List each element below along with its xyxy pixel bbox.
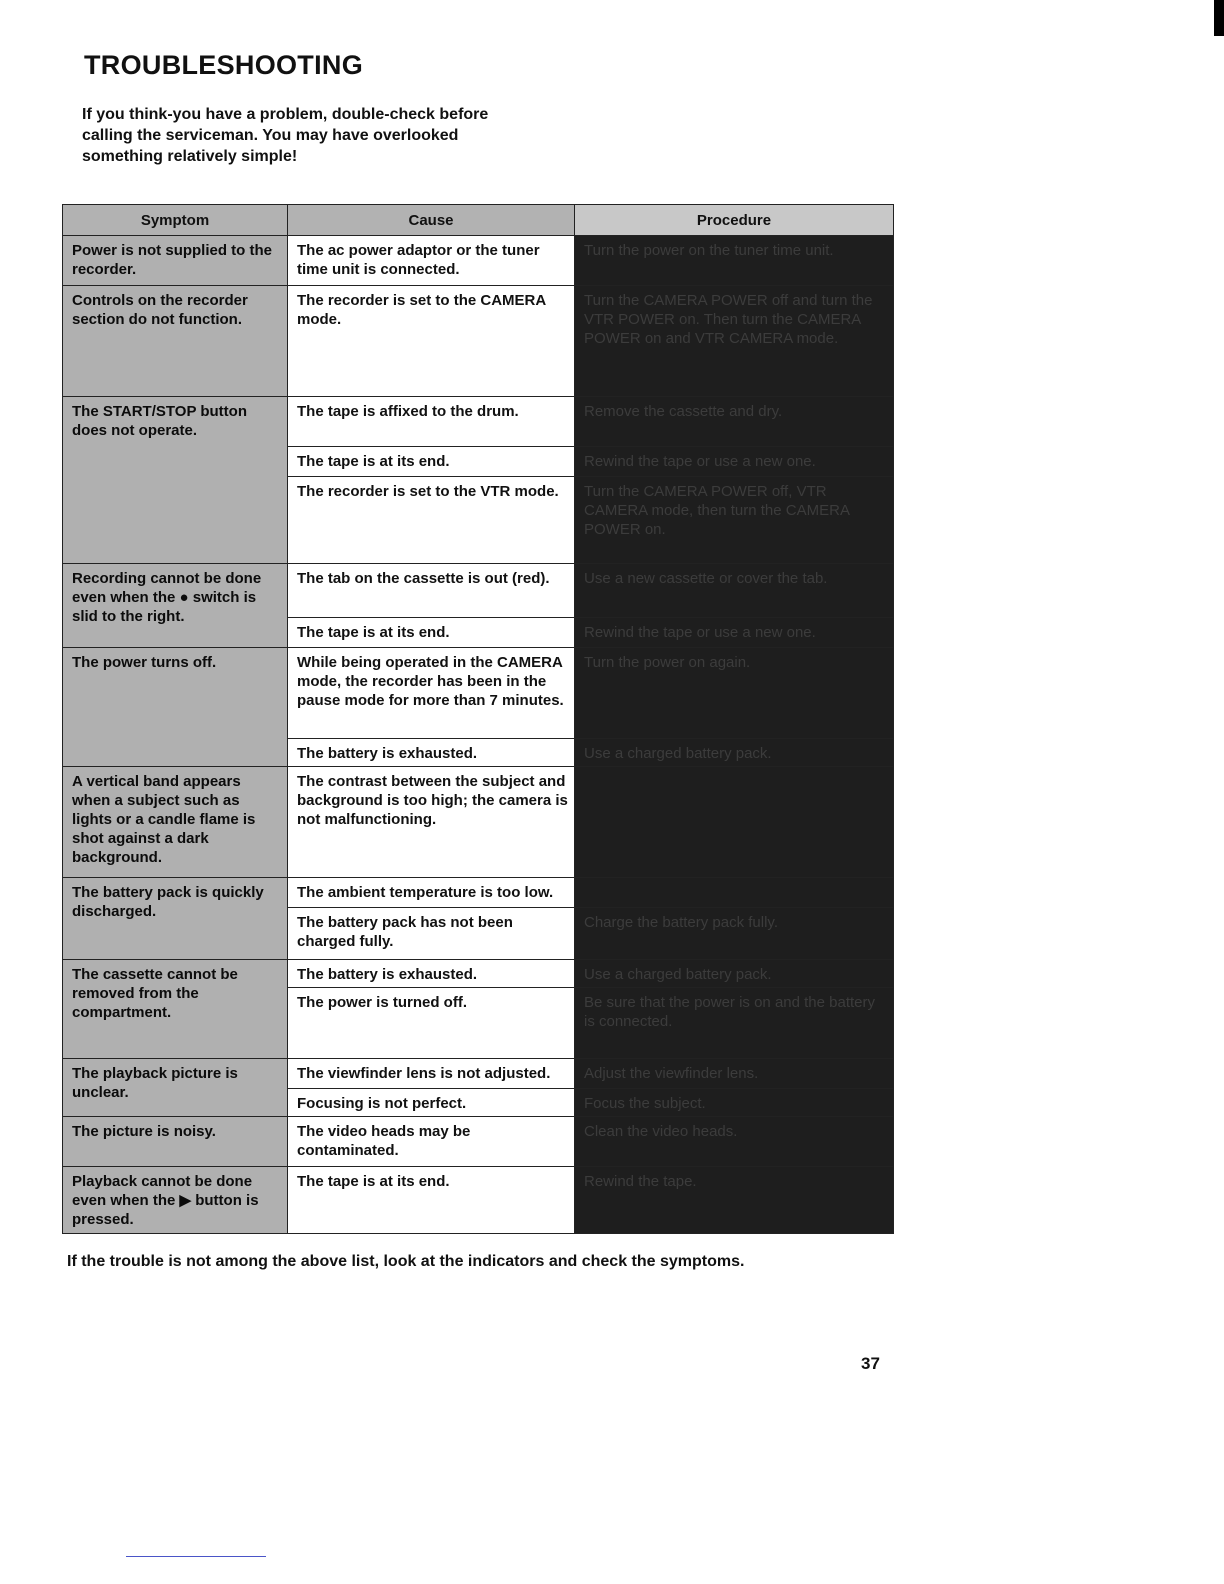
symptom-cell: The battery pack is quickly discharged.	[63, 877, 288, 959]
table-row	[63, 1117, 894, 1167]
cause-cell: The battery pack has not been charged fully.	[288, 907, 575, 959]
table-row	[63, 1058, 894, 1088]
cause-cell: The power is turned off.	[288, 988, 575, 1058]
cause-cell: The ac power adaptor or the tuner time unit is connected.	[288, 236, 575, 286]
cause-cell: The viewfinder lens is not adjusted.	[288, 1058, 575, 1088]
table-row	[63, 1167, 894, 1234]
cause-cell: The tape is affixed to the drum.	[288, 396, 575, 446]
table-header-row	[63, 205, 894, 236]
symptom-cell: Controls on the recorder section do not function.	[63, 286, 288, 397]
procedure-cell: Rewind the tape.	[575, 1167, 894, 1234]
procedure-cell: Use a charged battery pack.	[575, 738, 894, 766]
table-row	[63, 396, 894, 446]
procedure-cell	[575, 877, 894, 907]
page-number: 37	[861, 1354, 880, 1373]
procedure-cell: Charge the battery pack fully.	[575, 907, 894, 959]
procedure-cell: Rewind the tape or use a new one.	[575, 447, 894, 477]
cause-cell: The tape is at its end.	[288, 1167, 575, 1234]
procedure-cell: Remove the cassette and dry.	[575, 396, 894, 446]
table-row	[63, 563, 894, 617]
table-row	[63, 767, 894, 878]
symptom-cell: Power is not supplied to the recorder.	[63, 236, 288, 286]
cause-cell: The recorder is set to the VTR mode.	[288, 477, 575, 564]
symptom-cell: A vertical band appears when a subject such as lights or a candle flame is shot against a dark background.	[63, 767, 288, 878]
page-edge-mark	[1214, 0, 1224, 36]
procedure-cell: Turn the CAMERA POWER off, VTR CAMERA mode, then turn the CAMERA POWER on.	[575, 477, 894, 564]
symptom-header: Symptom	[63, 205, 288, 236]
bottom-rule-line	[126, 1556, 266, 1557]
procedure-cell: Turn the power on again.	[575, 648, 894, 739]
procedure-cell: Rewind the tape or use a new one.	[575, 618, 894, 648]
cause-cell: While being operated in the CAMERA mode, the recorder has been in the pause mode for more than 7 minutes.	[288, 648, 575, 739]
procedure-cell	[575, 767, 894, 878]
symptom-cell: The power turns off.	[63, 648, 288, 767]
page-title: TROUBLESHOOTING	[84, 50, 363, 80]
cause-cell: The recorder is set to the CAMERA mode.	[288, 286, 575, 397]
cause-cell: The video heads may be contaminated.	[288, 1117, 575, 1167]
procedure-cell: Focus the subject.	[575, 1089, 894, 1117]
symptom-cell: Recording cannot be done even when the ● switch is slid to the right.	[63, 563, 288, 647]
procedure-header: Procedure	[575, 205, 894, 236]
procedure-cell: Use a charged battery pack.	[575, 960, 894, 988]
cause-cell: The battery is exhausted.	[288, 960, 575, 988]
symptom-cell: The picture is noisy.	[63, 1117, 288, 1167]
procedure-cell: Be sure that the power is on and the battery is connected.	[575, 988, 894, 1058]
table-row	[63, 236, 894, 286]
table-row	[63, 877, 894, 907]
procedure-cell: Use a new cassette or cover the tab.	[575, 563, 894, 617]
cause-cell: The tab on the cassette is out (red).	[288, 563, 575, 617]
symptom-cell: The playback picture is unclear.	[63, 1058, 288, 1116]
table-row	[63, 286, 894, 397]
table-row	[63, 648, 894, 739]
cause-cell: The contrast between the subject and background is too high; the camera is not malfunctioning.	[288, 767, 575, 878]
table-row	[63, 960, 894, 988]
symptom-cell: The cassette cannot be removed from the compartment.	[63, 960, 288, 1059]
procedure-cell: Clean the video heads.	[575, 1117, 894, 1167]
symptom-cell: The START/STOP button does not operate.	[63, 396, 288, 563]
procedure-cell: Turn the power on the tuner time unit.	[575, 236, 894, 286]
cause-cell: The tape is at its end.	[288, 447, 575, 477]
cause-cell: The ambient temperature is too low.	[288, 877, 575, 907]
cause-cell: The tape is at its end.	[288, 618, 575, 648]
procedure-cell: Turn the CAMERA POWER off and turn the VTR POWER on. Then turn the CAMERA POWER on and VTR CAMERA mode.	[575, 286, 894, 397]
cause-cell: Focusing is not perfect.	[288, 1089, 575, 1117]
troubleshooting-table	[62, 204, 894, 1234]
procedure-cell: Adjust the viewfinder lens.	[575, 1058, 894, 1088]
symptom-cell: Playback cannot be done even when the ▶ button is pressed.	[63, 1167, 288, 1234]
cause-cell: The battery is exhausted.	[288, 738, 575, 766]
intro-paragraph: If you think-you have a problem, double-check before calling the serviceman. You may have overlooked something relatively simple!	[82, 106, 489, 165]
cause-header: Cause	[288, 205, 575, 236]
footer-note: If the trouble is not among the above list, look at the indicators and check the symptoms.	[67, 1253, 745, 1270]
